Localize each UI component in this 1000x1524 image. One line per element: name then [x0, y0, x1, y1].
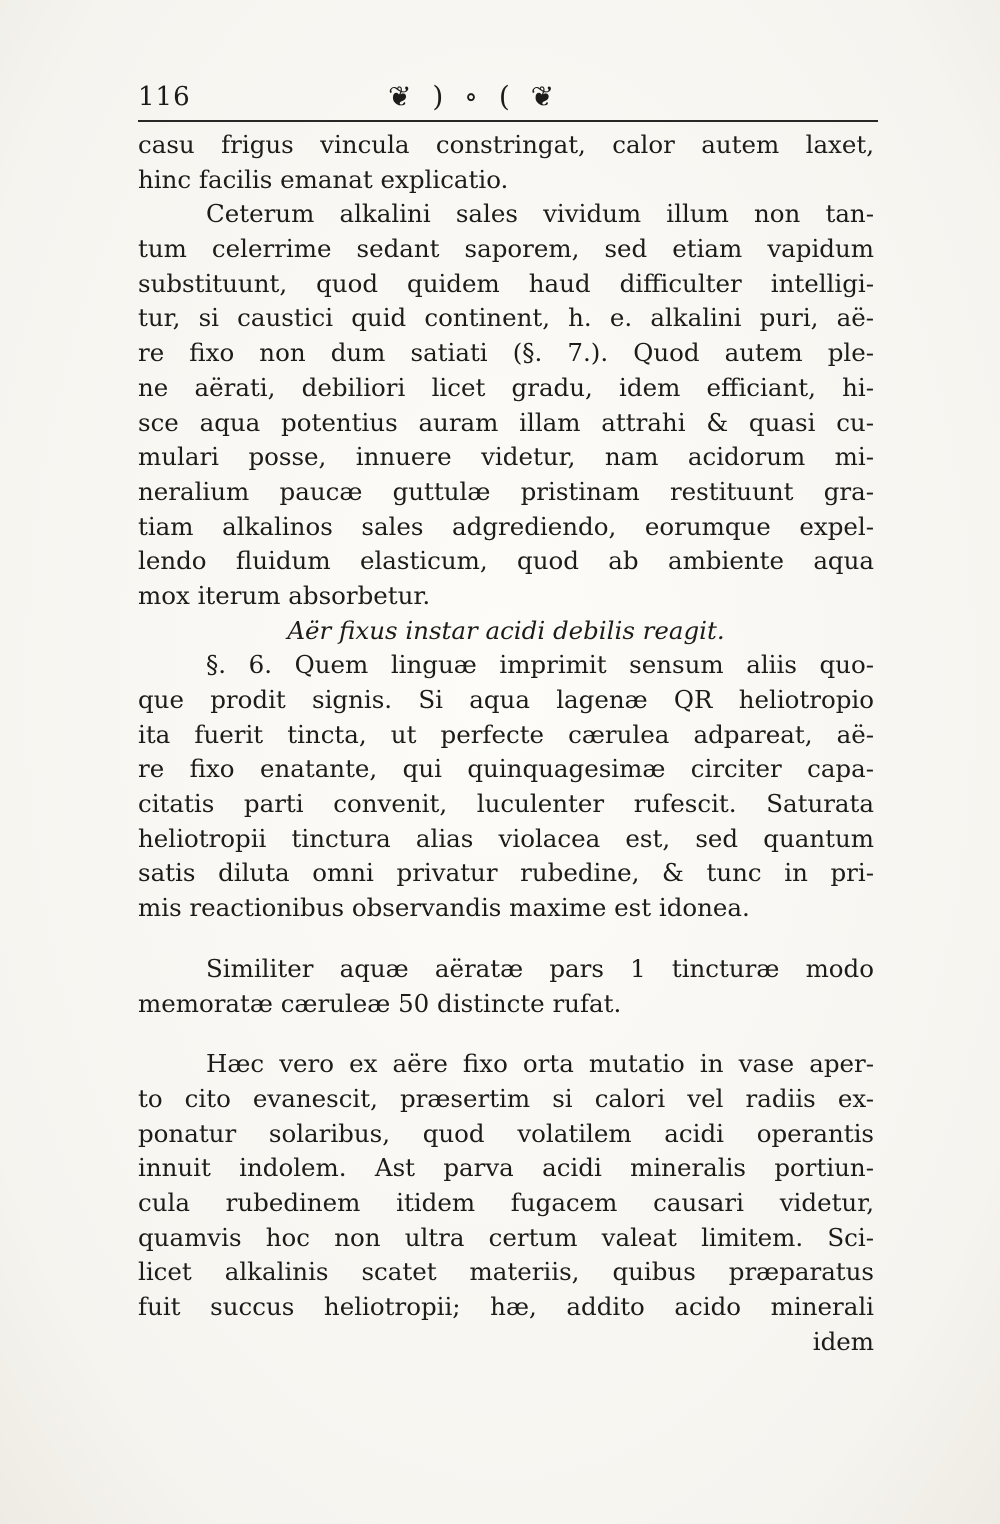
body-text [138, 128, 874, 1359]
text-line: Ceterum alkalini sales vividum illum non tan- [206, 199, 874, 229]
text-line: tum celerrime sedant saporem, sed etiam vapidum [138, 234, 874, 264]
text-line: re fixo non dum satiati (§. 7.). Quod autem ple- [138, 338, 874, 368]
text-line: substituunt, quod quidem haud difficulter intelligi- [138, 268, 874, 298]
text-line: neralium paucæ guttulæ pristinam restituunt gra- [138, 476, 874, 506]
text-line: tur, si caustici quid continent, h. e. alkalini puri, aë- [138, 303, 874, 333]
text-line: ita fuerit tincta, ut perfecte cærulea adpareat, aë- [138, 719, 874, 749]
header-rule [138, 120, 878, 122]
text-line: heliotropii tinctura alias violacea est, sed quantum [138, 823, 874, 853]
text-line: licet alkalinis scatet materiis, quibus præparatus [138, 1257, 874, 1287]
paragraph-gap [138, 1021, 874, 1047]
text-line: memoratæ cæruleæ 50 distincte rufat. [138, 988, 622, 1018]
text-line: §. 6. Quem linguæ imprimit sensum aliis quo- [206, 650, 874, 680]
text-line: satis diluta omni privatur rubedine, & tunc in pri- [138, 858, 874, 888]
text-line: sce aqua potentius auram illam attrahi & quasi cu- [138, 407, 874, 437]
text-line: innuit indolem. Ast parva acidi mineralis portiun- [138, 1153, 874, 1183]
text-line: mis reactionibus observandis maxime est idonea. [138, 893, 750, 923]
text-line: mulari posse, innuere videtur, nam acidorum mi- [138, 442, 874, 472]
text-line: Hæc vero ex aëre fixo orta mutatio in vase aper- [206, 1049, 874, 1079]
text-line: hinc facilis emanat explicatio. [138, 164, 509, 194]
text-line: que prodit signis. Si aqua lagenæ QR heliotropio [138, 685, 874, 714]
text-line: citatis parti convenit, luculenter rufescit. Saturata [138, 789, 874, 819]
page-number: 116 [138, 82, 191, 112]
text-line: casu frigus vincula constringat, calor autem laxet, [138, 130, 874, 159]
text-line: ponatur solaribus, quod volatilem acidi operantis [138, 1118, 874, 1148]
text-line: Similiter aquæ aëratæ pars 1 tincturæ modo [206, 953, 874, 983]
header-ornament: ❦ ) ∘ ( ❦ [388, 80, 561, 113]
text-line: fuit succus heliotropii; hæ, addito acido minerali [138, 1292, 874, 1321]
paragraph-gap [138, 926, 874, 952]
section-heading: Aër fixus instar acidi debilis reagit. [287, 615, 725, 645]
text-line: mox iterum absorbetur. [138, 580, 431, 610]
catchword: idem [812, 1326, 874, 1356]
text-line: to cito evanescit, præsertim si calori vel radiis ex- [138, 1083, 874, 1113]
text-line: quamvis hoc non ultra certum valeat limitem. Sci- [138, 1222, 874, 1252]
text-line: re fixo enatante, qui quinquagesimæ circiter capa- [138, 754, 874, 784]
text-line: tiam alkalinos sales adgrediendo, eorumque expel- [138, 511, 874, 541]
text-line: lendo fluidum elasticum, quod ab ambiente aqua [138, 546, 874, 576]
text-line: ne aërati, debiliori licet gradu, idem efficiant, hi- [138, 372, 874, 402]
running-header [138, 82, 878, 126]
text-line: cula rubedinem itidem fugacem causari videtur, [138, 1187, 874, 1217]
